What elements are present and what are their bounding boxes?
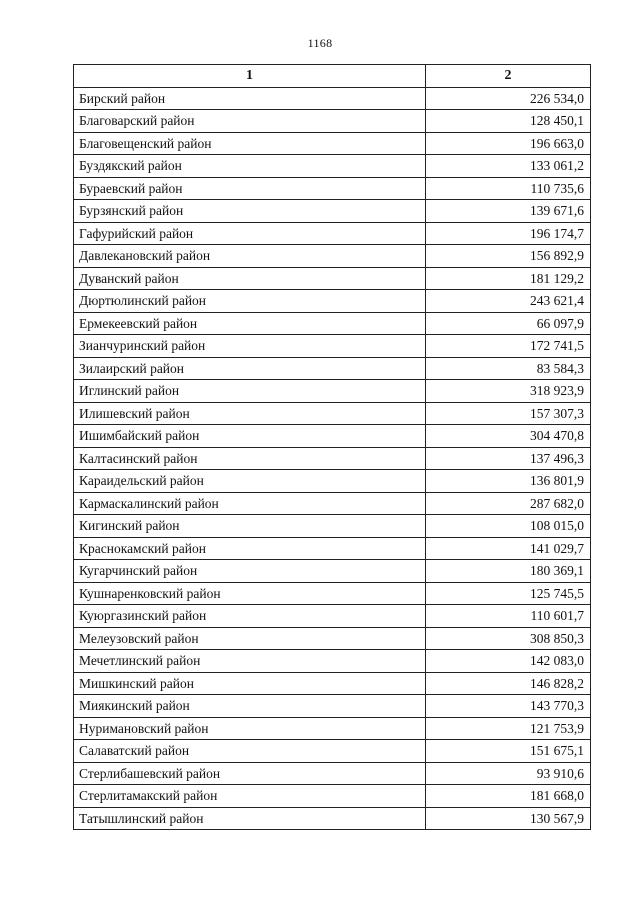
table-row bbox=[74, 110, 591, 133]
districts-table bbox=[73, 64, 591, 830]
district-value-cell: 181 129,2 bbox=[426, 267, 591, 290]
district-name-cell: Калтасинский район bbox=[74, 447, 426, 470]
district-value-cell: 172 741,5 bbox=[426, 335, 591, 358]
district-name-cell: Гафурийский район bbox=[74, 222, 426, 245]
table-row bbox=[74, 312, 591, 335]
district-name-cell: Нуримановский район bbox=[74, 717, 426, 740]
column-header-2: 2 bbox=[426, 65, 591, 88]
table-row bbox=[74, 650, 591, 673]
district-name-cell: Дуванский район bbox=[74, 267, 426, 290]
district-value-cell: 304 470,8 bbox=[426, 425, 591, 448]
districts-table-container bbox=[73, 64, 590, 830]
table-row bbox=[74, 380, 591, 403]
district-value-cell: 318 923,9 bbox=[426, 380, 591, 403]
district-value-cell: 151 675,1 bbox=[426, 740, 591, 763]
district-value-cell: 141 029,7 bbox=[426, 537, 591, 560]
district-value-cell: 130 567,9 bbox=[426, 807, 591, 830]
table-row bbox=[74, 762, 591, 785]
district-name-cell: Зианчуринский район bbox=[74, 335, 426, 358]
table-row bbox=[74, 582, 591, 605]
district-value-cell: 136 801,9 bbox=[426, 470, 591, 493]
district-name-cell: Краснокамский район bbox=[74, 537, 426, 560]
district-name-cell: Кугарчинский район bbox=[74, 560, 426, 583]
district-name-cell: Ермекеевский район bbox=[74, 312, 426, 335]
district-name-cell: Илишевский район bbox=[74, 402, 426, 425]
page-number: 1168 bbox=[307, 36, 333, 50]
district-value-cell: 156 892,9 bbox=[426, 245, 591, 268]
district-value-cell: 243 621,4 bbox=[426, 290, 591, 313]
district-name-cell: Кушнаренковский район bbox=[74, 582, 426, 605]
district-value-cell: 125 745,5 bbox=[426, 582, 591, 605]
table-row bbox=[74, 627, 591, 650]
district-name-cell: Бураевский район bbox=[74, 177, 426, 200]
district-value-cell: 66 097,9 bbox=[426, 312, 591, 335]
table-row bbox=[74, 537, 591, 560]
table-row bbox=[74, 267, 591, 290]
table-row bbox=[74, 515, 591, 538]
district-value-cell: 146 828,2 bbox=[426, 672, 591, 695]
district-name-cell: Давлекановский район bbox=[74, 245, 426, 268]
table-body bbox=[74, 87, 591, 830]
district-name-cell: Кармаскалинский район bbox=[74, 492, 426, 515]
table-row bbox=[74, 402, 591, 425]
table-row bbox=[74, 335, 591, 358]
table-row bbox=[74, 672, 591, 695]
district-name-cell: Благовещенский район bbox=[74, 132, 426, 155]
district-name-cell: Мечетлинский район bbox=[74, 650, 426, 673]
district-value-cell: 196 663,0 bbox=[426, 132, 591, 155]
column-header-1: 1 bbox=[74, 65, 426, 88]
table-row bbox=[74, 785, 591, 808]
district-value-cell: 128 450,1 bbox=[426, 110, 591, 133]
district-name-cell: Ишимбайский район bbox=[74, 425, 426, 448]
district-name-cell: Салаватский район bbox=[74, 740, 426, 763]
table-row bbox=[74, 87, 591, 110]
district-name-cell: Караидельский район bbox=[74, 470, 426, 493]
table-row bbox=[74, 740, 591, 763]
table-header-row bbox=[74, 65, 591, 88]
district-value-cell: 181 668,0 bbox=[426, 785, 591, 808]
table-row bbox=[74, 132, 591, 155]
district-name-cell: Бирский район bbox=[74, 87, 426, 110]
district-name-cell: Стерлитамакский район bbox=[74, 785, 426, 808]
district-value-cell: 226 534,0 bbox=[426, 87, 591, 110]
table-row bbox=[74, 695, 591, 718]
district-value-cell: 287 682,0 bbox=[426, 492, 591, 515]
district-value-cell: 93 910,6 bbox=[426, 762, 591, 785]
district-value-cell: 110 735,6 bbox=[426, 177, 591, 200]
district-value-cell: 196 174,7 bbox=[426, 222, 591, 245]
district-name-cell: Бурзянский район bbox=[74, 200, 426, 223]
district-name-cell: Кигинский район bbox=[74, 515, 426, 538]
table-row bbox=[74, 560, 591, 583]
table-row bbox=[74, 222, 591, 245]
district-value-cell: 133 061,2 bbox=[426, 155, 591, 178]
district-value-cell: 142 083,0 bbox=[426, 650, 591, 673]
district-value-cell: 180 369,1 bbox=[426, 560, 591, 583]
district-value-cell: 157 307,3 bbox=[426, 402, 591, 425]
table-row bbox=[74, 357, 591, 380]
district-name-cell: Иглинский район bbox=[74, 380, 426, 403]
district-value-cell: 110 601,7 bbox=[426, 605, 591, 628]
table-row bbox=[74, 807, 591, 830]
district-name-cell: Дюртюлинский район bbox=[74, 290, 426, 313]
table-row bbox=[74, 155, 591, 178]
district-name-cell: Татышлинский район bbox=[74, 807, 426, 830]
table-row bbox=[74, 717, 591, 740]
district-value-cell: 121 753,9 bbox=[426, 717, 591, 740]
district-value-cell: 83 584,3 bbox=[426, 357, 591, 380]
district-value-cell: 139 671,6 bbox=[426, 200, 591, 223]
table-row bbox=[74, 290, 591, 313]
table-row bbox=[74, 470, 591, 493]
district-name-cell: Буздякский район bbox=[74, 155, 426, 178]
table-row bbox=[74, 245, 591, 268]
table-row bbox=[74, 605, 591, 628]
district-name-cell: Благоварский район bbox=[74, 110, 426, 133]
table-row bbox=[74, 425, 591, 448]
district-value-cell: 137 496,3 bbox=[426, 447, 591, 470]
district-name-cell: Миякинский район bbox=[74, 695, 426, 718]
district-name-cell: Зилаирский район bbox=[74, 357, 426, 380]
table-row bbox=[74, 492, 591, 515]
table-row bbox=[74, 200, 591, 223]
district-name-cell: Стерлибашевский район bbox=[74, 762, 426, 785]
district-value-cell: 308 850,3 bbox=[426, 627, 591, 650]
table-row bbox=[74, 447, 591, 470]
district-name-cell: Куюргазинский район bbox=[74, 605, 426, 628]
district-name-cell: Мелеузовский район bbox=[74, 627, 426, 650]
district-value-cell: 143 770,3 bbox=[426, 695, 591, 718]
district-name-cell: Мишкинский район bbox=[74, 672, 426, 695]
district-value-cell: 108 015,0 bbox=[426, 515, 591, 538]
table-row bbox=[74, 177, 591, 200]
